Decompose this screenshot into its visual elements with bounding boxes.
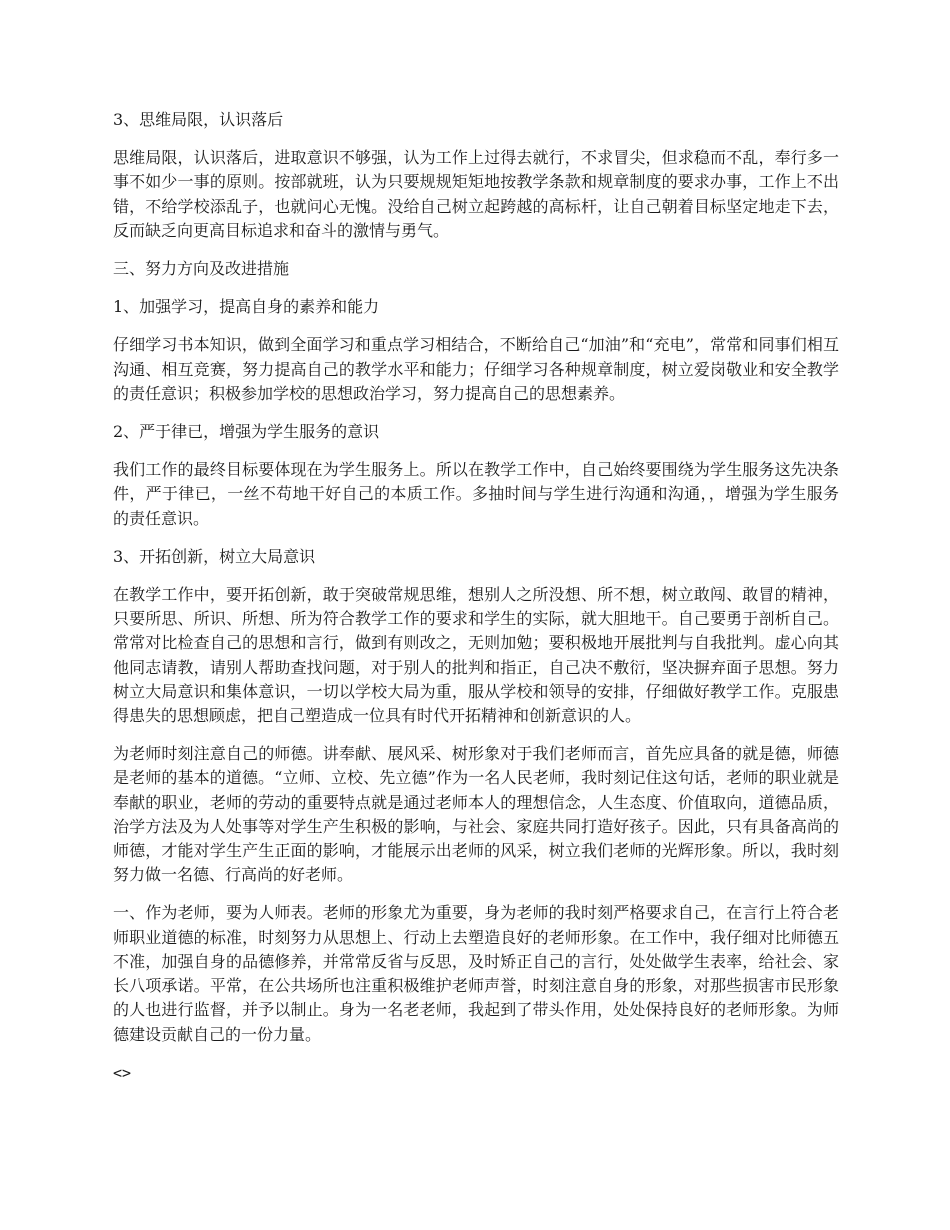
paragraph-innovation: 在教学工作中，要开拓创新，敢于突破常规思维，想别人之所没想、所不想，树立敢闯、敢冒的精神，只要所思、所识、所想、所为符合教学工作的要求和学生的实际，就大胆地干。自己要勇于剖析自己。常常对比检查自己的思想和言行，做到有则改之，无则加勉；要积极地开展批判与自我批判。虚心向其他同志请教，请别人帮助查找问题，对于别人的批判和指正，自己决不敷衍，坚决摒弃面子思想。努力树立大局意识和集体意识，一切以学校大局为重，服从学校和领导的安排，仔细做好教学工作。克服患得患失的思想顾虑，把自己塑造成一位具有时代开拓精神和创新意识的人。 [113, 585, 839, 726]
section-heading-1-strengthen-learning: 1、加强学习，提高自身的素养和能力 [113, 297, 380, 317]
document-body [113, 108, 839, 1085]
paragraph-strengthen-learning: 仔细学习书本知识，做到全面学习和重点学习相结合，不断给自己“加油”和“充电”，常常和同事们相互沟通、相互竞赛，努力提高自己的教学水平和能力；仔细学习各种规章制度，树立爱岗敬业和安全教学的责任意识；积极参加学校的思想政治学习，努力提高自己的思想素养。 [113, 335, 839, 403]
section-heading-3-thinking-limits: 3、思维局限，认识落后 [113, 110, 284, 129]
section-heading-3-innovation: 3、开拓创新，树立大局意识 [113, 546, 316, 566]
paragraph-teacher-ethics: 为老师时刻注意自己的师德。讲奉献、展风采、树形象对于我们老师而言，首先应具备的就是德，师德是老师的基本的道德。“立师、立校、先立德”作为一名人民老师，我时刻记住这句话，老师的职业就是奉献的职业，老师的劳动的重要特点就是通过老师本人的理想信念，人生态度、价值取向，道德品质，治学方法及为人处事等对学生产生积极的影响，与社会、家庭共同打造好孩子。因此，只有具备高尚的师德，才能对学生产生正面的影响，才能展示出老师的风采，树立我们老师的光辉形象。所以，我时刻努力做一名德、行高尚的好老师。 [113, 744, 839, 885]
paragraph-thinking-limits: 思维局限，认识落后，进取意识不够强，认为工作上过得去就行，不求冒尖，但求稳而不乱，奉行多一事不如少一事的原则。按部就班，认为只要规规矩矩地按教学条款和规章制度的要求办事，工作上不出错，不给学校添乱子，也就问心无愧。没给自己树立起跨越的高标杆，让自己朝着目标坚定地走下去，反而缺乏向更高目标追求和奋斗的激情与勇气。 [113, 148, 839, 240]
trailing-marker: <> [113, 1063, 132, 1082]
paragraph-self-discipline: 我们工作的最终目标要体现在为学生服务上。所以在教学工作中，自己始终要围绕为学生服务这先决条件，严于律已，一丝不苟地干好自己的本质工作。多抽时间与学生进行沟通和沟通，，增强为学生服务的责任意识。 [113, 460, 839, 528]
section-heading-improvement-measures: 三、努力方向及改进措施 [113, 259, 290, 279]
paragraph-role-model: 一、作为老师，要为人师表。老师的形象尤为重要，身为老师的我时刻严格要求自己，在言行上符合老师职业道德的标准，时刻努力从思想上、行动上去塑造良好的老师形象。在工作中，我仔细对比师德五不准，加强自身的品德修养，并常常反省与反思，及时矫正自己的言行，处处做学生表率，给社会、家长八项承诺。平常，在公共场所也注重积极维护老师声誉，时刻注意自身的形象，对那些损害市民形象的人也进行监督，并予以制止。身为一名老老师，我起到了带头作用，处处保持良好的老师形象。为师德建设贡献自己的一份力量。 [113, 903, 839, 1044]
section-heading-2-self-discipline: 2、严于律已，增强为学生服务的意识 [113, 422, 380, 442]
